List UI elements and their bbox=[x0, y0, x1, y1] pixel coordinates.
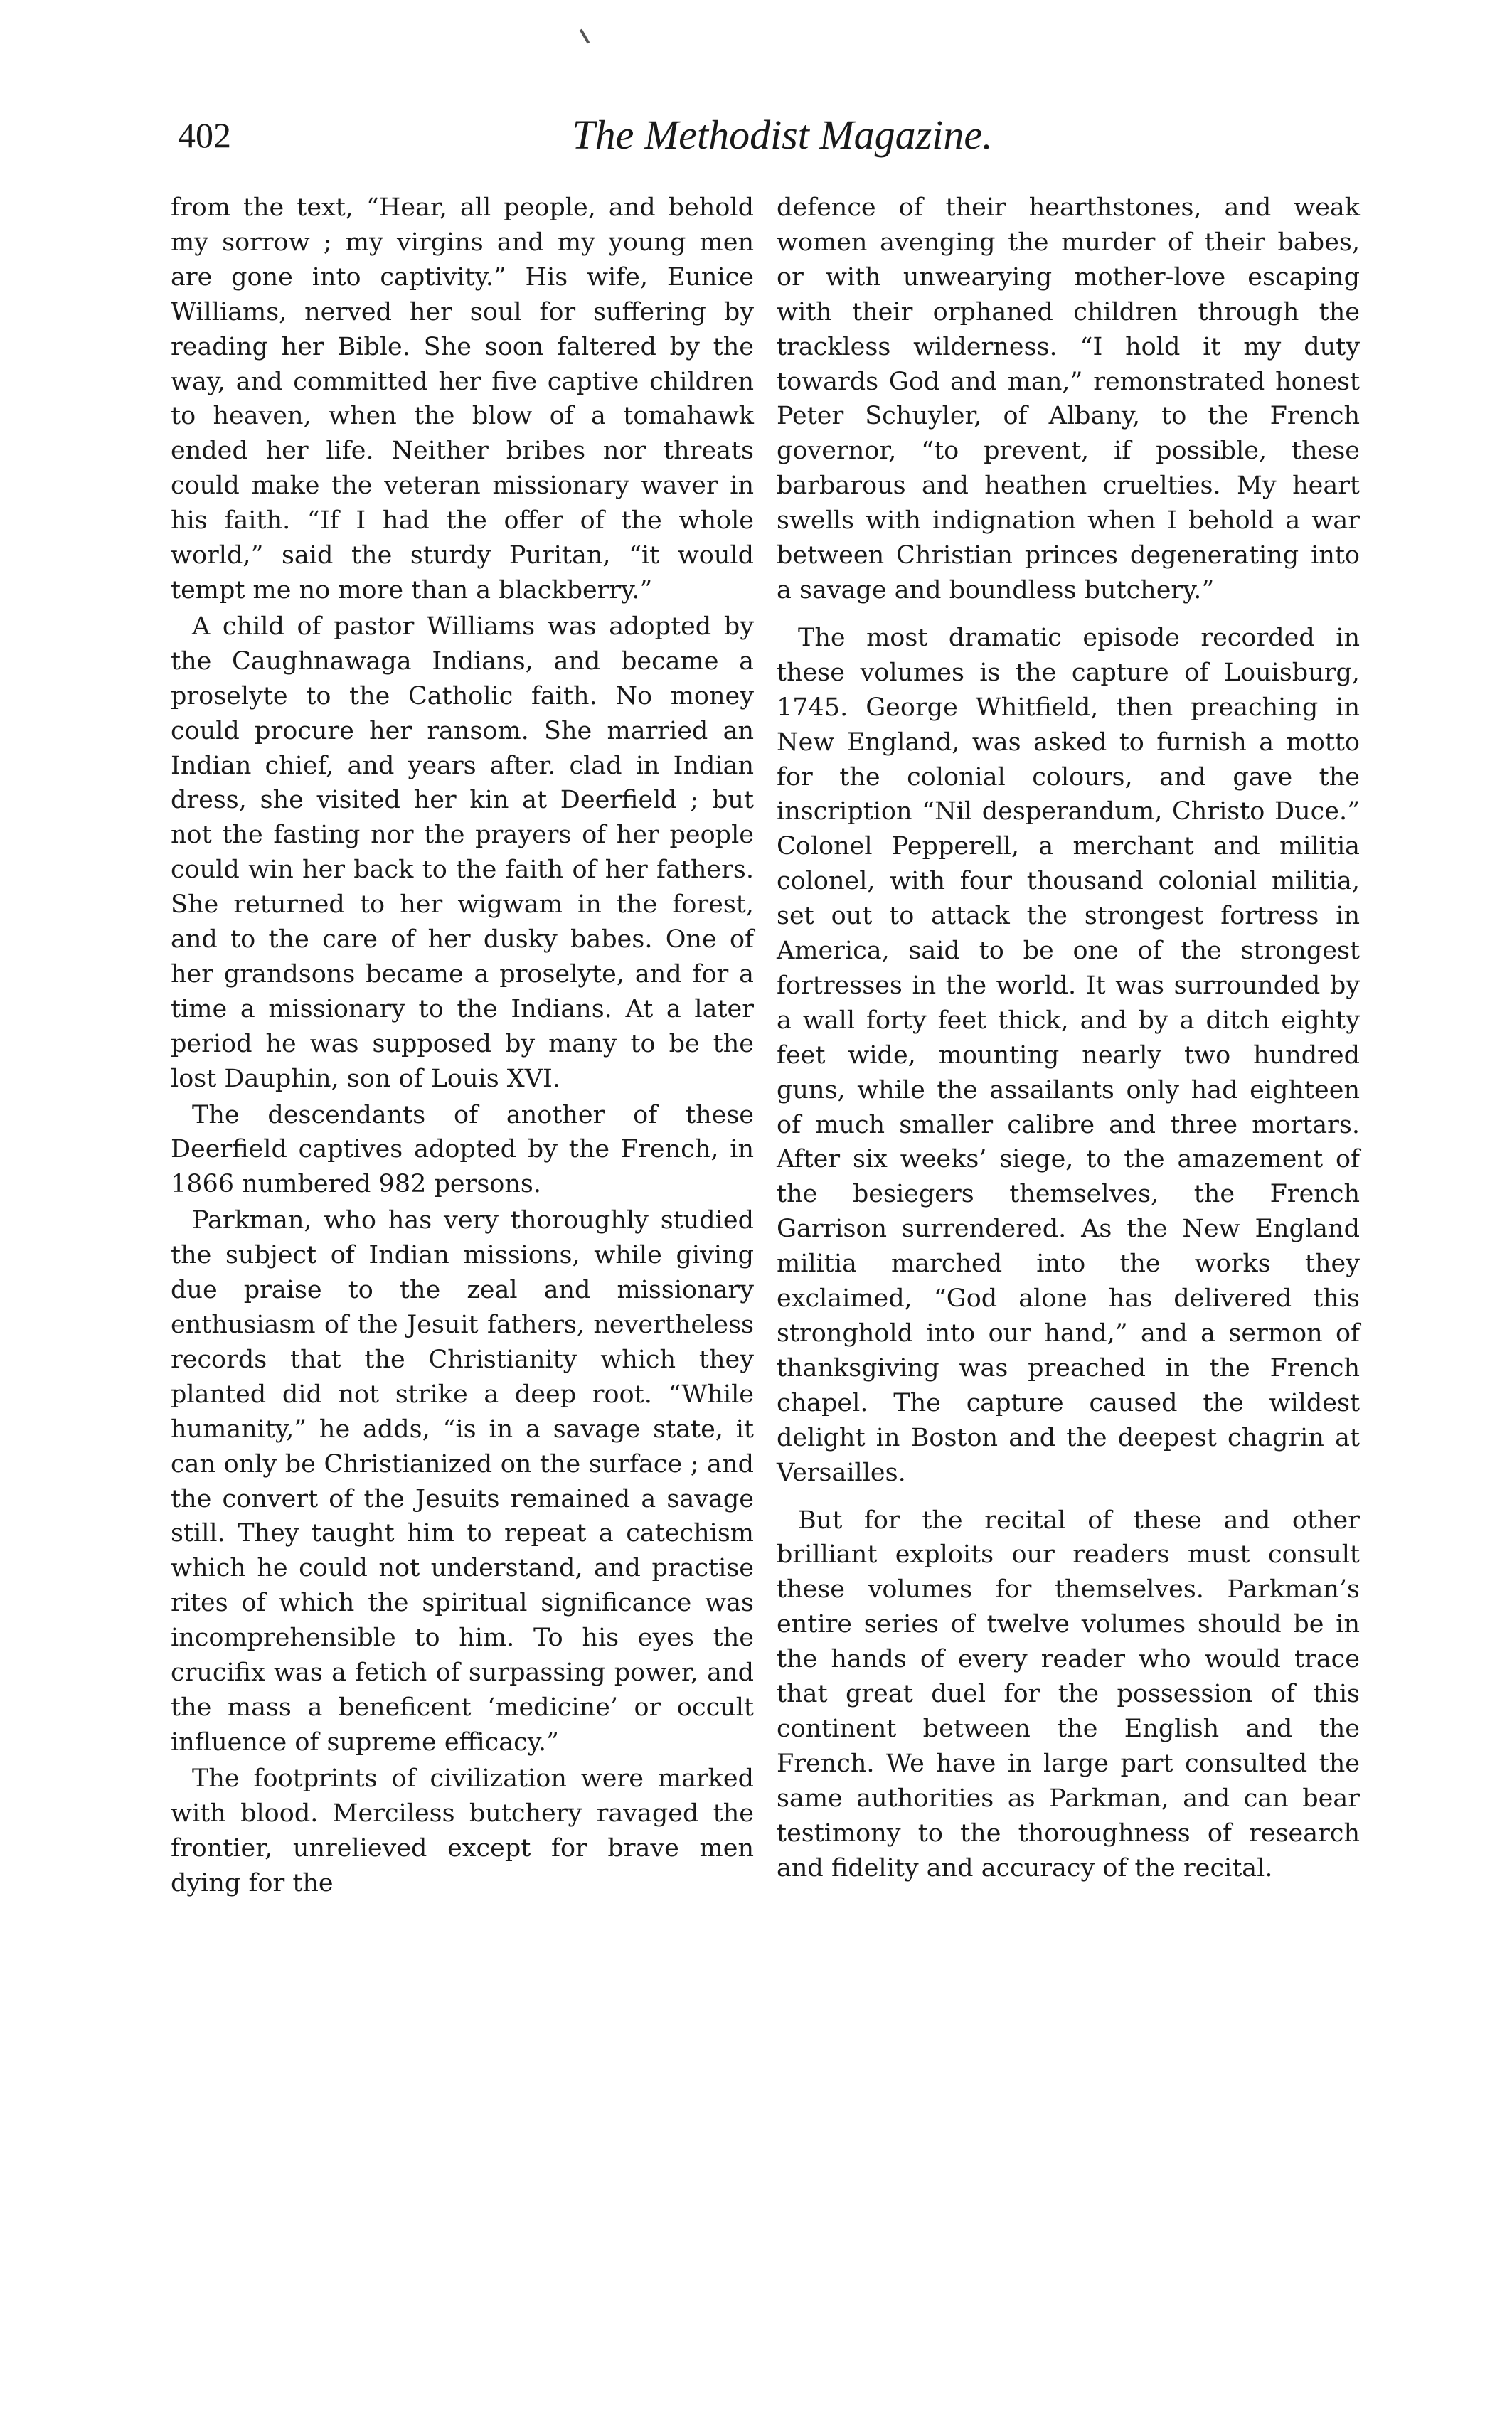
running-title: The Methodist Magazine. bbox=[572, 112, 993, 158]
right-column bbox=[777, 191, 1360, 1886]
right-paragraph-2: The most dramatic episode recorded in these volumes is the capture of Louisburg, 1745. George Whitfield, then preaching in New England, was asked to furnish a motto for the colonial colours, and gave the inscription “Nil desperandum, Christo Duce.” Colonel Pepperell, a merchant and militia colonel, with four thousand colonial militia, set out to attack the strongest fortress in America, said to be one of the strongest fortresses in the world. It was surrounded by a wall forty feet thick, and by a ditch eighty feet wide, mounting nearly two hundred guns, while the assailants only had eighteen of much smaller calibre and three mortars. After six weeks’ siege, to the amazement of the besiegers themselves, the French Garrison surrendered. As the New England militia marched into the works they exclaimed, “God alone has delivered this stronghold into our hand,” and a sermon of thanksgiving was preached in the French chapel. The capture caused the wildest delight in Boston and the deepest chagrin at Versailles. bbox=[777, 623, 1360, 1487]
ink-speck bbox=[580, 28, 590, 43]
left-column bbox=[171, 191, 754, 1900]
right-paragraph-3: But for the recital of these and other brilliant exploits our readers must consult these volumes for themselves. Parkman’s entire series of twelve volumes should be in the hands of every reader who would trace that great duel for the possession of this continent between the English and the French. We have in large part consulted the same authorities as Parkman, and can bear testimony to the thoroughness of research and fidelity and accuracy of the recital. bbox=[777, 1506, 1360, 1883]
left-paragraph-3: The descendants of another of these Deerfield captives adopted by the French, in 1866 numbered 982 persons. bbox=[171, 1100, 754, 1199]
page-number: 402 bbox=[178, 115, 231, 155]
left-paragraph-5: The footprints of civilization were marked with blood. Merciless butchery ravaged the frontier, unrelieved except for brave men dying for the bbox=[171, 1764, 754, 1897]
left-paragraph-2: A child of pastor Williams was adopted by the Caughnawaga Indians, and became a proselyte to the Catholic faith. No money could procure her ransom. She married an Indian chief, and years after. clad in Indian dress, she visited her kin at Deerfield ; but not the fasting nor the prayers of her people could win her back to the faith of her fathers. She returned to her wigwam in the forest, and to the care of her dusky babes. One of her grandsons became a proselyte, and for a time a missionary to the Indians. At a later period he was supposed by many to be the lost Dauphin, son of Louis XVI. bbox=[171, 612, 754, 1093]
left-paragraph-1: from the text, “Hear, all people, and behold my sorrow ; my virgins and my young men are gone into captivity.” His wife, Eunice Williams, nerved her soul for suffering by reading her Bible. She soon faltered by the way, and committed her five captive children to heaven, when the blow of a tomahawk ended her life. Neither bribes nor threats could make the veteran missionary waver in his faith. “If I had the offer of the whole world,” said the sturdy Puritan, “it would tempt me no more than a blackberry.” bbox=[171, 193, 754, 605]
right-paragraph-1: defence of their hearthstones, and weak women avenging the murder of their babes, or with unwearying mother-love escaping with their orphaned children through the trackless wilderness. “I hold it my duty towards God and man,” remonstrated honest Peter Schuyler, of Albany, to the French governor, “to prevent, if possible, these barbarous and heathen cruelties. My heart swells with indignation when I behold a war between Christian princes degenerating into a savage and boundless butchery.” bbox=[777, 193, 1360, 605]
page-header bbox=[178, 107, 1387, 164]
left-paragraph-4: Parkman, who has very thoroughly studied the subject of Indian missions, while giving due praise to the zeal and missionary enthusiasm of the Jesuit fathers, nevertheless records that the Christianity which they planted did not strike a deep root. “While humanity,” he adds, “is in a savage state, it can only be Christianized on the surface ; and the convert of the Jesuits remained a savage still. They taught him to repeat a catechism which he could not understand, and practise rites of which the spiritual significance was incomprehensible to him. To his eyes the crucifix was a fetich of surpassing power, and the mass a beneficent ‘medicine’ or occult influence of supreme efficacy.” bbox=[171, 1206, 754, 1757]
